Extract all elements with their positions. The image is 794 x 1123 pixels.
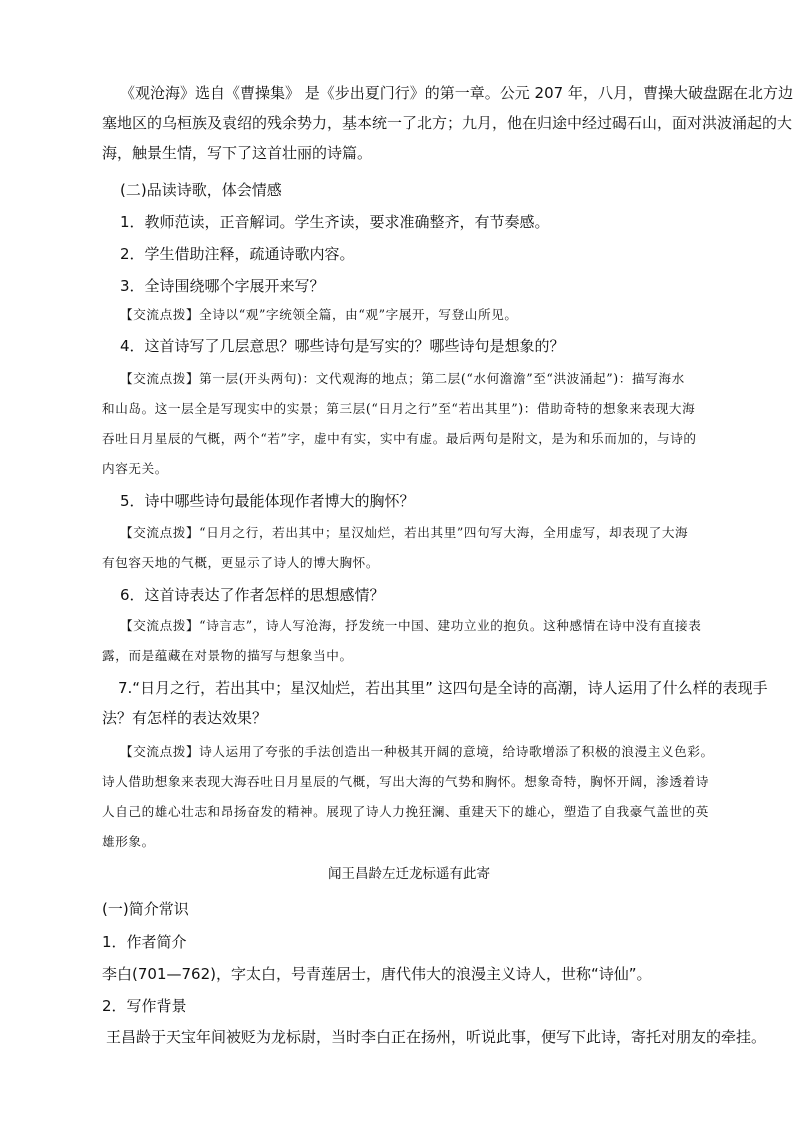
background-text: 王昌龄于天宝年间被贬为龙标尉，当时李白正在扬州，听说此事，便写下此诗，寄托对朋友的牵挂。: [106, 1028, 767, 1046]
answer-line: 【交流点拨】诗人运用了夸张的手法创造出一种极其开阔的意境，给诗歌增添了积极的浪漫主义色彩。: [120, 744, 714, 759]
section-heading: (一)简介常识: [102, 900, 189, 918]
question-2: 2．学生借助注释，疏通诗歌内容。: [120, 245, 355, 263]
answer-line: 人自己的雄心壮志和昂扬奋发的精神。展现了诗人力挽狂澜、重建天下的雄心，塑造了自我豪气盖世的英: [102, 804, 709, 819]
intro-paragraph: [102, 78, 793, 168]
answer-line: 和山岛。这一层全是写现实中的实景；第三层(“日月之行”至“若出其里”)：借助奇特的想象来表现大海: [102, 401, 696, 416]
answer-6: [102, 611, 724, 671]
answer-line: 有包容天地的气概，更显示了诗人的博大胸怀。: [102, 555, 380, 570]
question-line: 7.“日月之行，若出其中；星汉灿烂，若出其里” 这四句是全诗的高潮，诗人运用了什么样的表现手: [118, 679, 768, 697]
answer-7: [102, 737, 724, 857]
background-heading: 2．写作背景: [102, 997, 187, 1015]
author-text: 李白(701—762)，字太白，号青莲居士，唐代伟大的浪漫主义诗人，世称“诗仙”。: [102, 965, 652, 983]
answer-line: 【交流点拨】“诗言志”，诗人写沧海，抒发统一中国、建功立业的抱负。这种感情在诗中没有直接表: [120, 618, 702, 633]
answer-line: 诗人借助想象来表现大海吞吐日月星辰的气概，写出大海的气势和胸怀。想象奇特，胸怀开阔，渗透着诗: [102, 774, 709, 789]
answer-line: 吞吐日月星辰的气概，两个“若”字，虚中有实，实中有虚。最后两句是附文，是为和乐而加的，与诗的: [102, 431, 697, 446]
question-line: 法？有怎样的表达效果？: [102, 709, 268, 727]
question-1: 1．教师范读，正音解词。学生齐读，要求准确整齐，有节奏感。: [120, 213, 550, 231]
answer-line: 雄形象。: [102, 834, 155, 849]
answer-line: 内容无关。: [102, 461, 168, 476]
question-5: 5．诗中哪些诗句最能体现作者博大的胸怀？: [120, 492, 415, 510]
section-heading: (二)品读诗歌，体会情感: [120, 181, 282, 199]
intro-line: 塞地区的乌桓族及袁绍的残余势力，基本统一了北方；九月，他在归途中经过碣石山，面对洪波涌起的大: [102, 114, 793, 132]
question-3: 3．全诗围绕哪个字展开来写？: [120, 277, 325, 295]
question-7: [102, 673, 768, 733]
answer-line: 【交流点拨】“日月之行，若出其中；星汉灿烂，若出其里”四句写大海，全用虚写，却表现了大海: [120, 525, 689, 540]
answer-line: 【交流点拨】第一层(开头两句)：文代观海的地点；第二层(“水何澹澹”至“洪波涌起”)：描写海水: [120, 371, 685, 386]
author-heading: 1．作者简介: [102, 933, 187, 951]
answer-line: 露，而是蕴藏在对景物的描写与想象当中。: [102, 648, 353, 663]
poem-title: 闻王昌龄左迁龙标遥有此寄: [328, 866, 490, 882]
question-6: 6．这首诗表达了作者怎样的思想感情？: [120, 586, 385, 604]
answer-5: [102, 518, 724, 578]
answer-4: [102, 364, 724, 484]
intro-line: 《观沧海》选自《曹操集》 是《步出夏门行》的第一章。公元 207 年，八月，曹操大破盘踞在北方边: [120, 84, 793, 102]
answer-3: 【交流点拨】全诗以“观”字统领全篇，由“观”字展开，写登山所见。: [120, 307, 518, 322]
intro-line: 海，触景生情，写下了这首壮丽的诗篇。: [102, 144, 373, 162]
question-4: 4．这首诗写了几层意思？哪些诗句是写实的？哪些诗句是想象的？: [120, 337, 565, 355]
